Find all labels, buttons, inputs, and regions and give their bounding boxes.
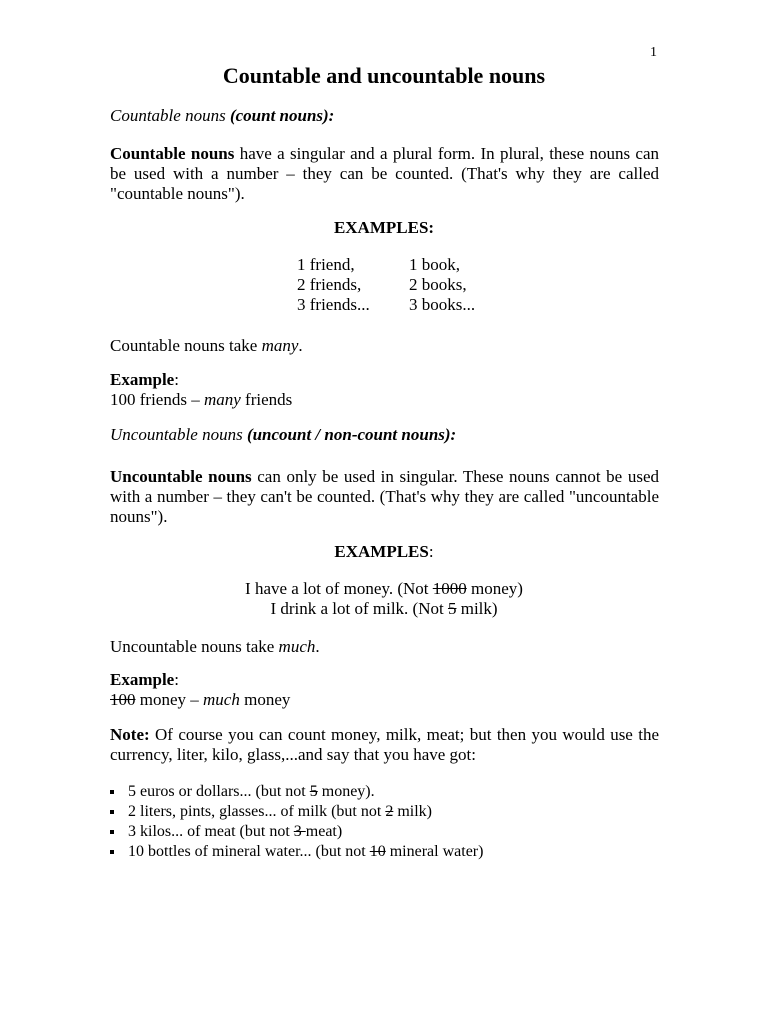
list-item [110,802,483,822]
uncountable-example-line [110,690,290,710]
bullet-text-b: meat) [305,823,343,840]
examples-column-books [409,255,521,315]
examples-column-friends [297,255,409,315]
example-text-c: friends [240,390,293,409]
example-item: 3 friends... [297,295,370,314]
example-text-a: money – [135,690,204,709]
money-strike: 1000 [432,579,467,598]
uncountable-take-line [110,637,320,657]
countable-heading-bold: (count nouns): [229,106,335,125]
examples-label-colon: : [428,542,434,561]
money-text-b: money) [466,579,523,598]
example-text-a: 100 friends – [110,390,204,409]
note-paragraph [110,725,659,765]
bullet-text-b: mineral water) [385,843,484,860]
note-label: Note: [110,725,150,744]
uncountable-heading-italic: Uncountable nouns [110,425,247,444]
bullet-text-a: 5 euros or dollars... (but not [128,783,310,800]
uncountable-intro-bold: Uncountable nouns [110,467,252,486]
note-text: Of course you can count money, milk, meat; but then you would use the currency, liter, kilo, glass,...and say that you have got: [110,725,659,764]
countable-intro [110,144,659,204]
uncountable-intro-text: can only be used in singular. These nouns cannot be used with a number – they can't be counted. (That's why they are called "uncountable nouns"). [110,467,659,526]
uncountable-example-money [0,579,768,599]
bullet-text-a: 3 kilos... of meat (but not [128,823,294,840]
example-item: 2 friends, [297,275,362,294]
countable-example-line [110,390,292,410]
page-number: 1 [650,45,657,60]
bullet-strike: 10 [369,843,386,860]
countable-heading-italic: Countable nouns [110,106,230,125]
uncountable-examples-label [0,542,768,562]
take-word: many [261,336,299,355]
example-text-c: money [239,690,291,709]
countable-heading [110,106,334,126]
uncountable-intro [110,467,659,527]
bullet-strike: 3 [293,823,306,840]
example-item: 1 friend, [297,255,355,274]
example-strike: 100 [110,690,136,709]
list-item [110,782,483,802]
uncountable-heading [110,425,456,445]
bullet-text-a: 10 bottles of mineral water... (but not [128,843,370,860]
example-label-bold: Example [110,670,175,689]
example-label-colon: : [174,370,179,389]
list-item [110,842,483,862]
examples-label-bold: EXAMPLES [334,542,429,561]
bullet-strike: 5 [309,783,318,800]
bullet-text-b: milk) [393,803,432,820]
example-text-b: many [203,390,241,409]
countable-example-label [110,370,179,390]
money-text-a: I have a lot of money. (Not [245,579,433,598]
example-item: 1 book, [409,255,460,274]
take-text: Countable nouns take [110,336,262,355]
take-text: Uncountable nouns take [110,637,279,656]
uncountable-example-label [110,670,179,690]
take-suffix: . [298,336,303,355]
take-word: much [278,637,316,656]
note-bullet-list [110,782,483,862]
example-item: 3 books... [409,295,476,314]
take-suffix: . [315,637,320,656]
countable-intro-bold: Countable nouns [110,144,235,163]
example-label-bold: Example [110,370,175,389]
example-text-b: much [203,690,240,709]
list-item [110,822,483,842]
milk-text-b: milk) [456,599,498,618]
example-label-colon: : [174,670,179,689]
uncountable-heading-bold: (uncount / non-count nouns): [246,425,457,444]
countable-intro-text: have a singular and a plural form. In plural, these nouns can be used with a number – they can be counted. (That's why they are called "countable nouns"). [110,144,659,203]
milk-text-a: I drink a lot of milk. (Not [270,599,448,618]
uncountable-example-milk [0,599,768,619]
countable-examples-label: EXAMPLES: [333,218,435,237]
milk-strike: 5 [447,599,457,618]
countable-take-line [110,336,303,356]
bullet-text-b: money). [317,783,375,800]
example-item: 2 books, [409,275,467,294]
page-title: Countable and uncountable nouns [222,63,546,88]
bullet-strike: 2 [385,803,394,820]
countable-examples-table [297,255,521,315]
bullet-text-a: 2 liters, pints, glasses... of milk (but not [128,803,386,820]
